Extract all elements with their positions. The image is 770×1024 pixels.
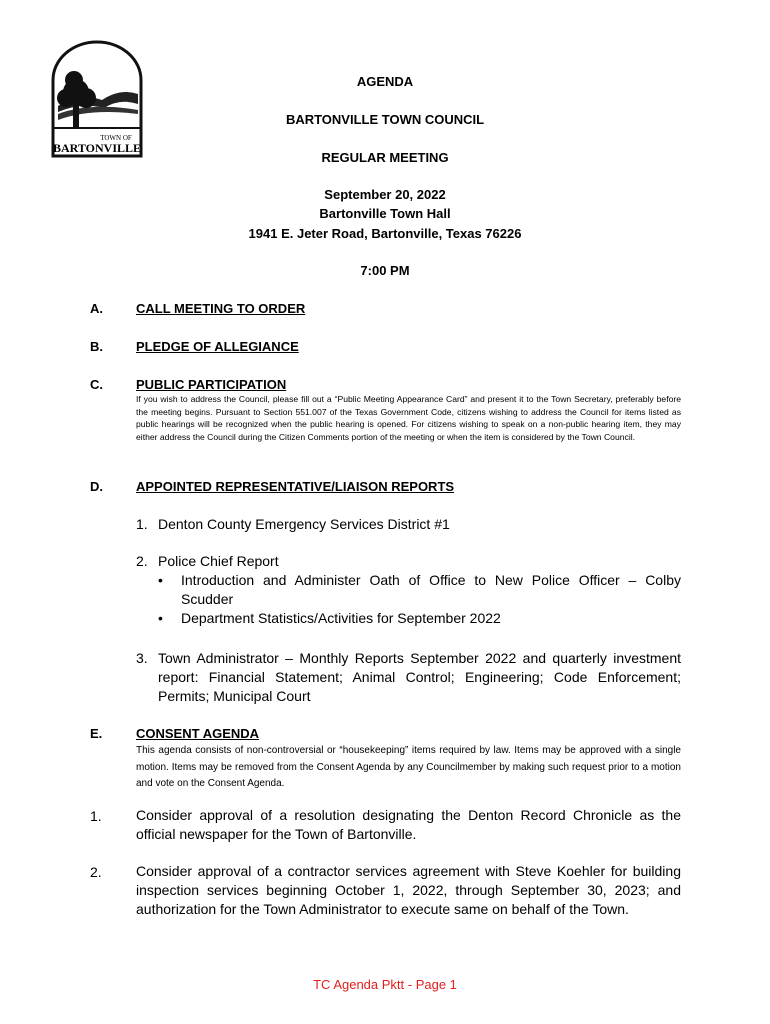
bullet-symbol: • <box>158 572 163 588</box>
section-a-letter: A. <box>90 301 103 316</box>
public-participation-text: If you wish to address the Council, please fill out a “Public Meeting Appearance Card” and present it to the Town Secretary, preferably before the meeting begins. Pursuant to Section 551.007 of the Texas Government Code, citizens wishing to address the Council for items listed as public hearings will be recognized when the public hearing is opened. For citizens wishing to speak on a non-public hearing item, they may either address the Council during the Citizen Comments portion of the meeting or when the item is considered by the Town Council. <box>136 394 681 442</box>
bullet-symbol: • <box>158 610 163 626</box>
list-item <box>158 609 681 628</box>
consent-item-num: 2. <box>90 864 102 880</box>
report-item-text: Town Administrator – Monthly Reports September 2022 and quarterly investment report: Financial Statement; Animal Control; Engineering; Code Enforcement; Permits; Municipal Court <box>158 650 681 704</box>
consent-item-text: Consider approval of a contractor services agreement with Steve Koehler for building inspection services beginning October 1, 2022, through September 30, 2023; and authorization for the Town Administrator to execute same on behalf of the Town. <box>136 863 681 917</box>
consent-item-text: Consider approval of a resolution designating the Denton Record Chronicle as the official newspaper for the Town of Bartonville. <box>136 807 681 842</box>
section-e-letter: E. <box>90 726 103 741</box>
page-footer: TC Agenda Pktt - Page 1 <box>313 977 457 992</box>
council-name: BARTONVILLE TOWN COUNCIL <box>285 112 485 127</box>
report-item-text: Police Chief Report <box>158 553 279 569</box>
section-a-title: CALL MEETING TO ORDER <box>136 301 306 316</box>
logo-line2: BARTONVILLE <box>52 141 142 155</box>
meeting-address: 1941 E. Jeter Road, Bartonville, Texas 76226 <box>248 226 522 241</box>
report-item-num: 2. <box>136 553 148 569</box>
section-c-title: PUBLIC PARTICIPATION <box>136 377 287 392</box>
section-d-title: APPOINTED REPRESENTATIVE/LIAISON REPORTS <box>136 479 455 494</box>
consent-agenda-text: This agenda consists of non-controversial or “housekeeping” items required by law. Items may be approved with a single motion. Items may be removed from the Consent Agenda by any Councilmember by making such request prior to a motion and vote on the Consent Agenda. <box>136 745 681 789</box>
report-item-2 <box>136 552 681 571</box>
consent-item-num: 1. <box>90 808 102 824</box>
section-c-letter: C. <box>90 377 103 392</box>
report-item-1 <box>136 515 681 534</box>
report-item-text: Denton County Emergency Services District #1 <box>158 516 450 532</box>
bartonville-logo <box>50 40 144 158</box>
list-item <box>158 571 681 609</box>
police-report-bullets <box>158 571 681 628</box>
agenda-heading: AGENDA <box>356 74 414 89</box>
report-item-3 <box>136 649 681 706</box>
section-e-title: CONSENT AGENDA <box>136 726 260 741</box>
meeting-venue: Bartonville Town Hall <box>319 206 451 221</box>
section-b-letter: B. <box>90 339 103 354</box>
bullet-text: Introduction and Administer Oath of Office to New Police Officer – Colby Scudder <box>181 572 681 607</box>
meeting-type: REGULAR MEETING <box>321 150 449 165</box>
section-d-letter: D. <box>90 479 103 494</box>
report-item-num: 1. <box>136 516 148 532</box>
section-b-title: PLEDGE OF ALLEGIANCE <box>136 339 299 354</box>
report-item-num: 3. <box>136 650 148 666</box>
meeting-time: 7:00 PM <box>360 263 410 278</box>
bullet-text: Department Statistics/Activities for September 2022 <box>181 610 501 626</box>
meeting-date: September 20, 2022 <box>324 187 446 202</box>
logo-line1: TOWN OF <box>100 134 132 142</box>
